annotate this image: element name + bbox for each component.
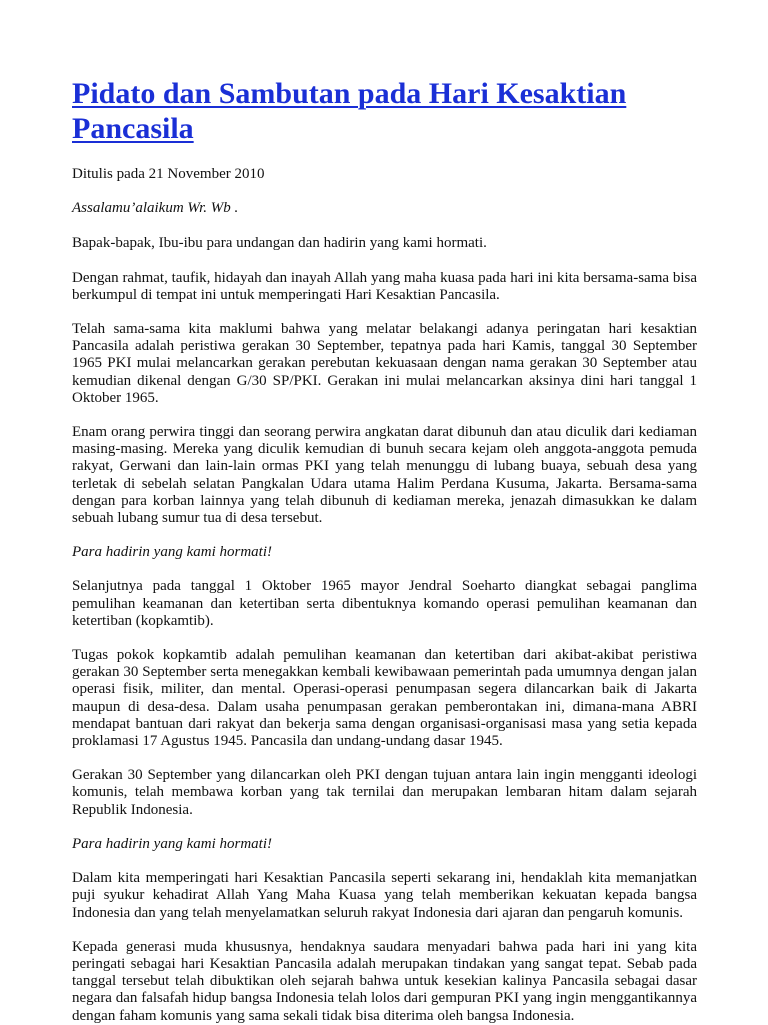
italic-salutation: Para hadirin yang kami hormati! — [72, 544, 272, 561]
paragraph: Dalam kita memperingati hari Kesaktian Pancasila seperti sekarang ini, hendaklah kita memanjatkan puji syukur kehadirat Allah Yang Maha Kuasa yang telah memberikan kekuatan kepada bangsa Indonesia dan yang telah menyelamatkan seluruh rakyat Indonesia dari ajaran dan pengaruh komunis. — [72, 870, 697, 921]
paragraph: Enam orang perwira tinggi dan seorang perwira angkatan darat dibunuh dan atau diculik dari kediaman masing-masing. Mereka yang diculik kemudian di bunuh secara kejam oleh anggota-anggota pemuda rakyat, Gerwani dan lain-lain ormas PKI yang telah menunggu di lubang buaya, sebuah desa yang terletak di sebelah selatan Pangkalan Udara utama Halim Perdana Kusuma, Jakarta. Bersama-sama dengan para korban lainnya yang telah dibunuh di kediaman mereka, jenazah dimasukkan ke dalam sebuah lubang sumur tua di desa tersebut. — [72, 424, 697, 527]
document-page — [72, 0, 697, 1025]
paragraph: Kepada generasi muda khususnya, hendaknya saudara menyadari bahwa pada hari ini yang kita peringati sebagai hari Kesaktian Pancasila adalah merupakan tindakan yang sangat tepat. Sebab pada tanggal tersebut telah dibuktikan oleh sejarah bahwa untuk kesekian kalinya Pancasila sebagai dasar negara dan falsafah hidup bangsa Indonesia telah lolos dari gempuran PKI yang ingin menggantikannya dengan faham komunis yang sama sekali tidak bisa diterima oleh bangsa Indonesia. — [72, 938, 697, 1024]
paragraph: Tugas pokok kopkamtib adalah pemulihan keamanan dan ketertiban dari akibat-akibat peristiwa gerakan 30 September serta menegakkan kembali kewibawaan pemerintah pada umumnya dengan jalan operasi fisik, militer, dan mental. Operasi-operasi penumpasan segera dilancarkan baik di Jakarta maupun di desa-desa. Dalam usaha penumpasan gerakan pemberontakan ini, dimana-mana ABRI mendapat bantuan dari rakyat dan bekerja sama dengan organisasi-organisasi masa yang setia kepada proklamasi 17 Agustus 1945. Pancasila dan undang-undang dasar 1945. — [72, 647, 697, 750]
paragraph: Selanjutnya pada tanggal 1 Oktober 1965 mayor Jendral Soeharto diangkat sebagai panglima pemulihan keamanan dan ketertiban serta dibentuknya komando operasi pemulihan keamanan dan ketertiban (kopkamtib). — [72, 578, 697, 629]
paragraph: Dengan rahmat, taufik, hidayah dan inayah Allah yang maha kuasa pada hari ini kita bersama-sama bisa berkumpul di tempat ini untuk memperingati Hari Kesaktian Pancasila. — [72, 269, 697, 303]
greeting: Assalamu’alaikum Wr. Wb . — [72, 200, 239, 217]
italic-salutation: Para hadirin yang kami hormati! — [72, 835, 272, 852]
paragraph: Gerakan 30 September yang dilancarkan oleh PKI dengan tujuan antara lain ingin mengganti ideologi komunis, telah membawa korban yang tak ternilai dan merupakan lembaran hitam dalam sejarah Republik Indonesia. — [72, 767, 697, 818]
paragraph: Bapak-bapak, Ibu-ibu para undangan dan hadirin yang kami hormati. — [72, 235, 487, 252]
title-link[interactable]: Pidato dan Sambutan pada Hari Kesaktian Pancasila — [72, 77, 627, 145]
publish-date: Ditulis pada 21 November 2010 — [72, 166, 265, 182]
page-title — [72, 76, 697, 146]
paragraph: Telah sama-sama kita maklumi bahwa yang melatar belakangi adanya peringatan hari kesaktian Pancasila adalah peristiwa gerakan 30 September, tepatnya pada hari Kamis, tanggal 30 September 1965 PKI mulai melancarkan gerakan perebutan kekuasaan dengan nama gerakan 30 September atau kemudian dikenal dengan G/30 SP/PKI. Gerakan ini mulai melancarkan aksinya dini hari tanggal 1 Oktober 1965. — [72, 321, 697, 406]
